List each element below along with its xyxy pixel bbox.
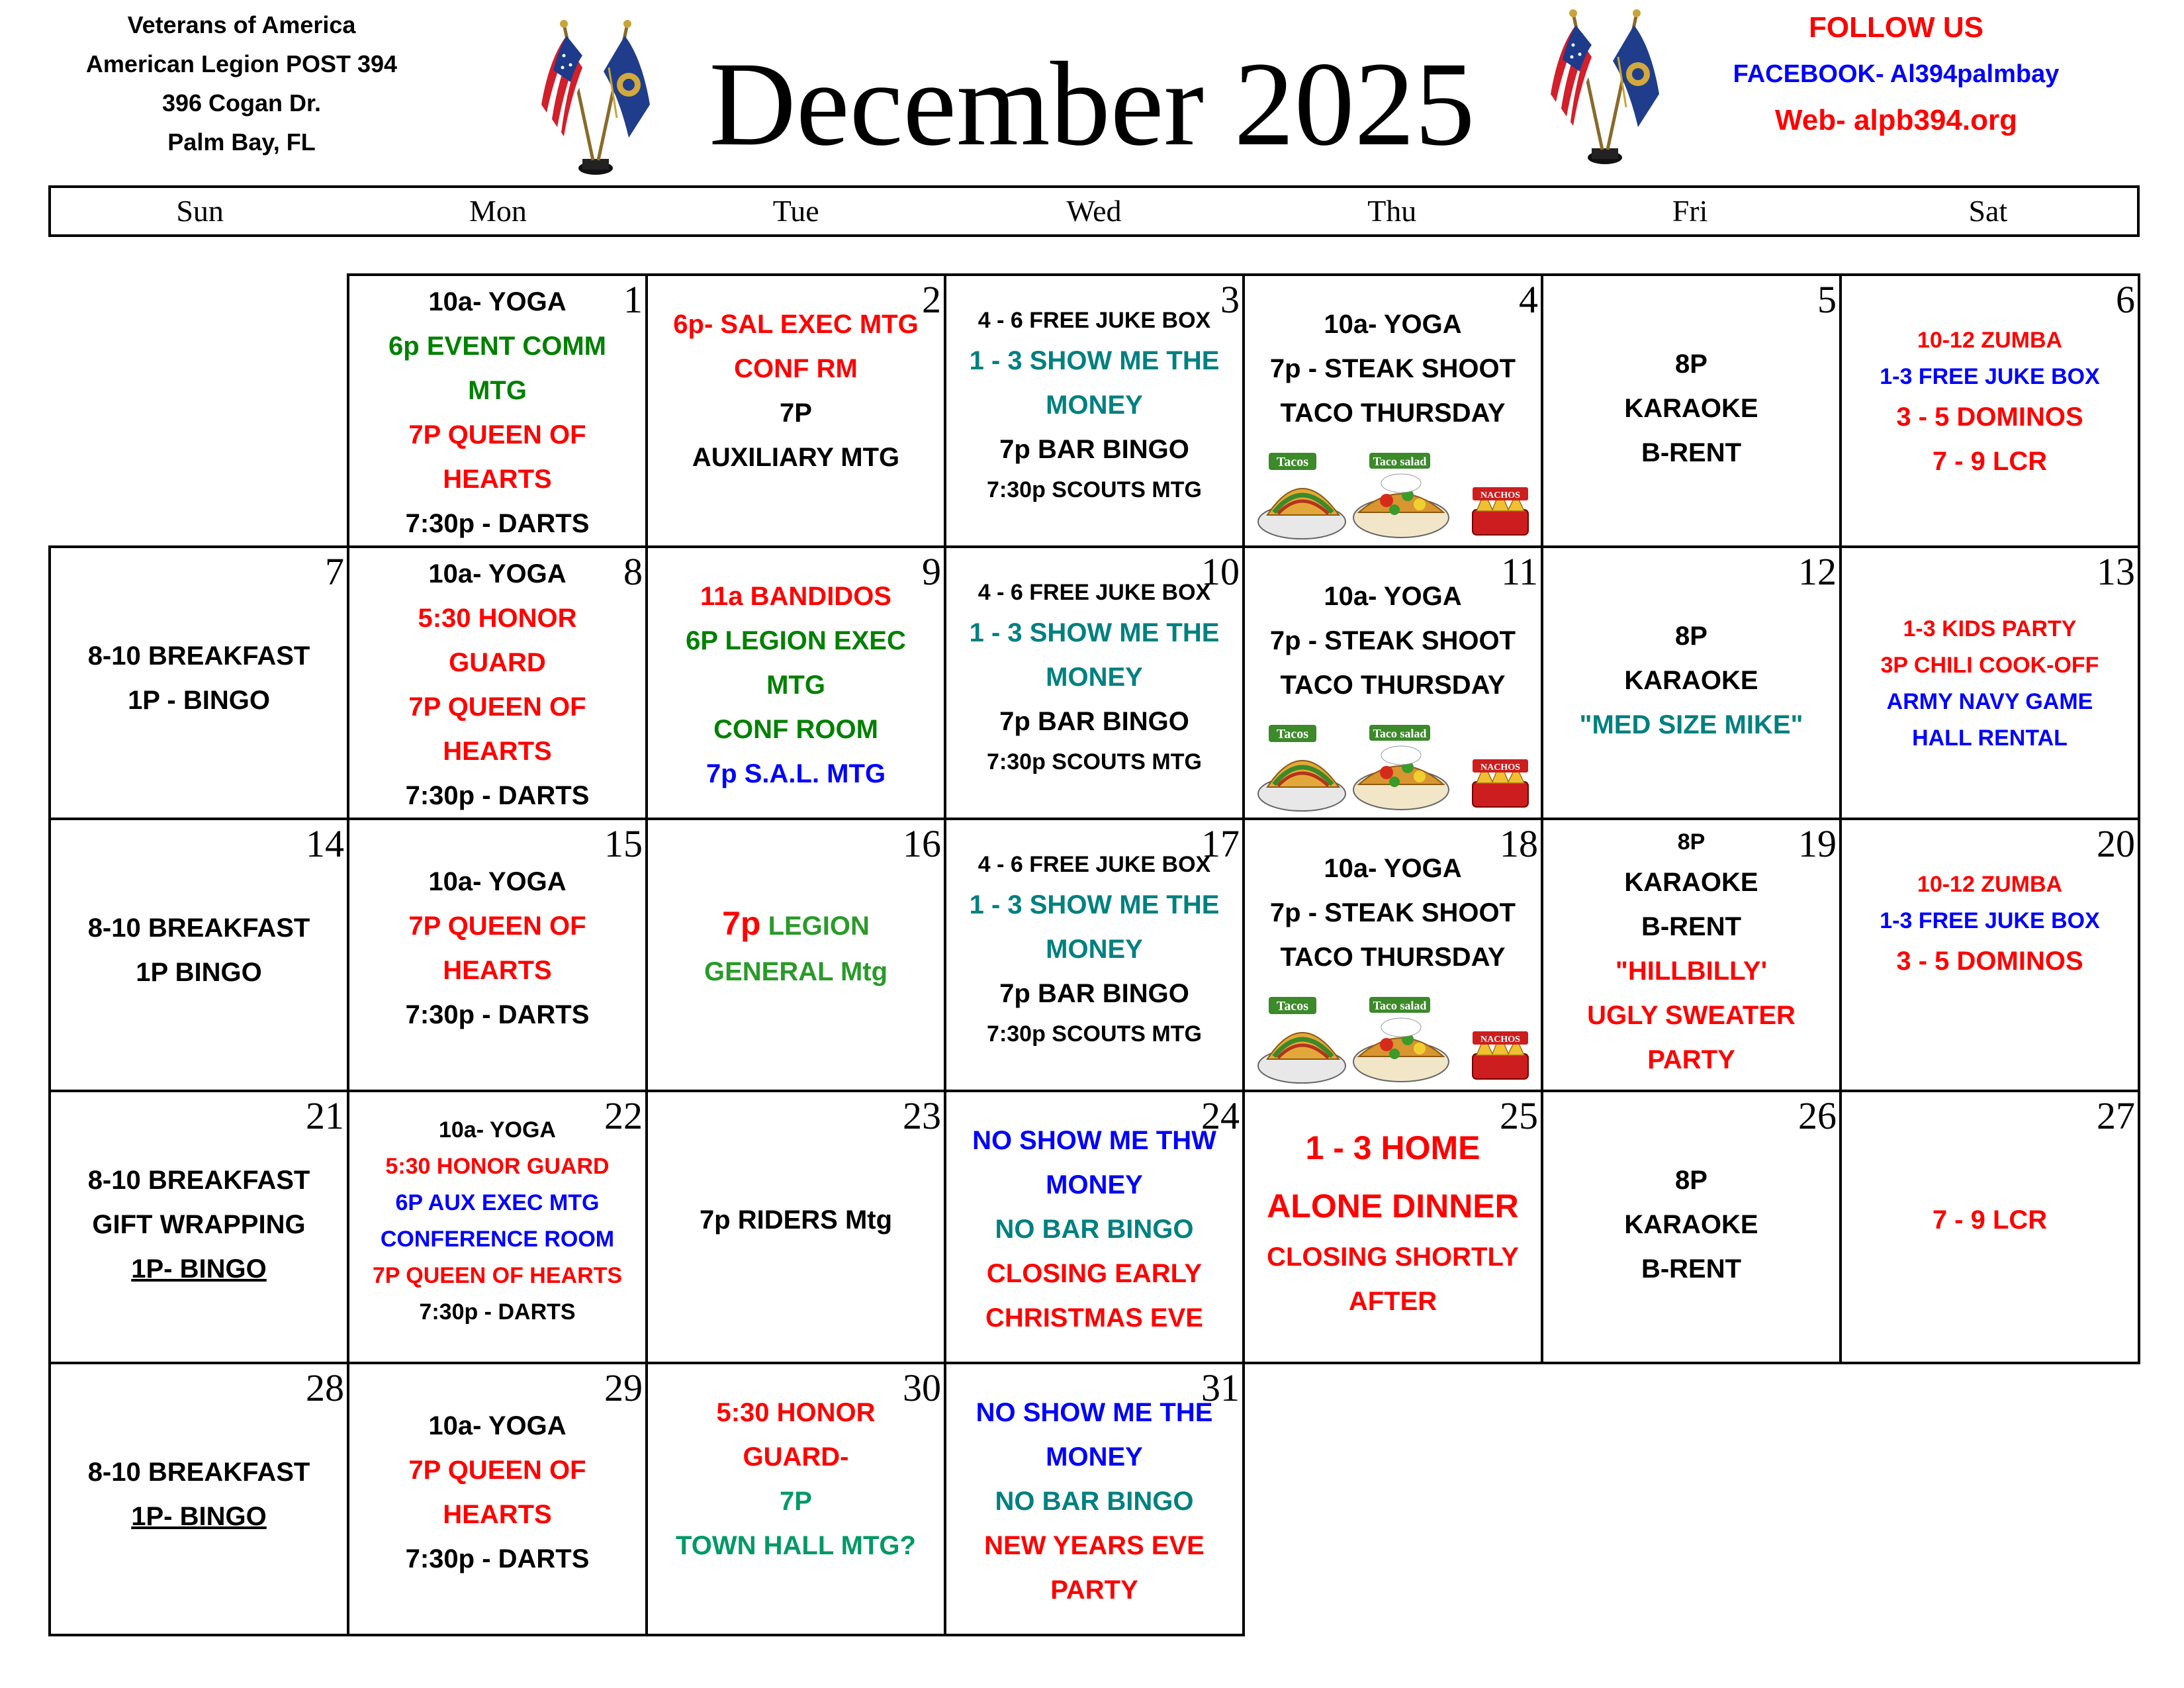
svg-text:Tacos: Tacos xyxy=(1276,999,1309,1013)
weekday-wed: Wed xyxy=(1066,194,1122,228)
weekday-sun: Sun xyxy=(176,194,224,228)
website-link[interactable]: Web- alpb394.org xyxy=(1775,104,2017,136)
org-line: 396 Cogan Dr. xyxy=(161,89,322,117)
event-line: 6P LEGION EXEC xyxy=(686,626,906,655)
day-number: 24 xyxy=(1201,1094,1240,1137)
event-line: 10a- YOGA xyxy=(428,559,567,588)
svg-text:Taco salad: Taco salad xyxy=(1373,999,1427,1012)
event-list xyxy=(349,280,645,546)
event-line: 3 - 5 DOMINOS xyxy=(1896,947,2083,976)
event-line: 10a- YOGA xyxy=(428,1411,567,1440)
event-line: PARTY xyxy=(1647,1045,1735,1074)
day-cell-24 xyxy=(944,1090,1245,1364)
weekday-tue: Tue xyxy=(772,194,819,228)
event-title: LEGION xyxy=(760,912,870,941)
event-line: 10a- YOGA xyxy=(1324,854,1462,883)
day-cell-7 xyxy=(48,545,349,820)
event-line: 7p - STEAK SHOOT xyxy=(1269,354,1516,383)
day-cell-22 xyxy=(347,1090,648,1364)
event-line: MTG xyxy=(766,671,825,700)
event-line: 6p- SAL EXEC MTG xyxy=(673,310,919,339)
event-line: 5:30 HONOR xyxy=(716,1398,876,1427)
day-number: 3 xyxy=(1220,278,1240,321)
event-line: 8P xyxy=(1677,829,1706,855)
event-line: 3P CHILI COOK-OFF xyxy=(1880,653,2099,678)
day-cell-1 xyxy=(347,273,648,548)
event-line: GIFT WRAPPING xyxy=(92,1210,306,1239)
event-line: B-RENT xyxy=(1641,1254,1742,1284)
day-cell-2 xyxy=(645,273,946,548)
event-line: HEARTS xyxy=(443,465,552,494)
event-list xyxy=(1543,1158,1839,1291)
event-line: 1 - 3 HOME xyxy=(1305,1129,1480,1166)
flags-right-icon xyxy=(1539,8,1671,167)
event-list xyxy=(349,860,645,1037)
weekday-mon: Mon xyxy=(469,194,527,228)
day-cell-10 xyxy=(944,545,1245,820)
event-line: 10a- YOGA xyxy=(438,1117,556,1143)
event-list xyxy=(648,303,944,480)
event-line: GUARD xyxy=(449,648,546,677)
event-line: 11a BANDIDOS xyxy=(700,582,891,611)
day-number: 22 xyxy=(604,1094,643,1137)
day-number: 23 xyxy=(903,1094,941,1137)
follow-us-block xyxy=(1681,4,2111,144)
event-line: 8P xyxy=(1675,622,1707,651)
event-line: 7P xyxy=(780,399,812,428)
day-number: 20 xyxy=(2097,822,2135,865)
event-line: 1P BINGO xyxy=(136,958,262,987)
event-line: 1 - 3 SHOW ME THE xyxy=(969,346,1220,375)
day-cell-14 xyxy=(48,818,349,1092)
event-line: CHRISTMAS EVE xyxy=(985,1303,1203,1333)
event-line: 7p - STEAK SHOOT xyxy=(1269,626,1516,655)
day-number: 10 xyxy=(1201,550,1240,593)
event-list xyxy=(1842,867,2138,984)
follow-us-title: FOLLOW US xyxy=(1809,11,1983,44)
event-line: 8-10 BREAKFAST xyxy=(87,641,310,671)
event-line: 8P xyxy=(1675,1166,1707,1195)
event-list xyxy=(946,575,1242,780)
day-cell-21 xyxy=(48,1090,349,1364)
event-line: 7p RIDERS Mtg xyxy=(699,1205,893,1235)
event-line: MONEY xyxy=(1046,663,1143,692)
event-time: 7p xyxy=(722,905,761,942)
day-cell-8 xyxy=(347,545,648,820)
svg-text:NACHOS: NACHOS xyxy=(1480,1035,1520,1045)
day-number: 5 xyxy=(1817,278,1837,321)
taco-food-icon xyxy=(1254,449,1535,541)
event-line: KARAOKE xyxy=(1624,666,1758,695)
day-number: 14 xyxy=(306,822,344,865)
event-line: TACO THURSDAY xyxy=(1280,943,1506,972)
event-line: 7:30p - DARTS xyxy=(405,781,590,810)
event-line: MONEY xyxy=(1046,391,1143,420)
event-line: 10-12 ZUMBA xyxy=(1917,328,2063,353)
event-line: TOWN HALL MTG? xyxy=(676,1531,916,1560)
event-list xyxy=(648,1391,944,1568)
event-line: 1 - 3 SHOW ME THE xyxy=(969,618,1220,647)
day-number: 27 xyxy=(2097,1094,2135,1137)
day-cell-13 xyxy=(1839,545,2140,820)
event-line: 7:30p - DARTS xyxy=(405,509,590,538)
event-list xyxy=(1245,847,1541,980)
event-line: 1-3 FREE JUKE BOX xyxy=(1880,364,2100,389)
event-line: CONF RM xyxy=(734,354,858,383)
day-cell-26 xyxy=(1541,1090,1842,1364)
day-number: 26 xyxy=(1798,1094,1837,1137)
event-list xyxy=(51,634,347,723)
event-line: 7 - 9 LCR xyxy=(1932,1205,2048,1235)
flags-left-icon xyxy=(529,19,662,177)
day-cell-28 xyxy=(48,1362,349,1636)
event-line: 7p S.A.L. MTG xyxy=(705,759,886,788)
event-line: AFTER xyxy=(1348,1287,1437,1316)
event-line: 5:30 HONOR GUARD xyxy=(385,1154,610,1179)
event-line: 4 - 6 FREE JUKE BOX xyxy=(978,852,1211,877)
day-number: 25 xyxy=(1500,1094,1538,1137)
day-cell-5 xyxy=(1541,273,1842,548)
svg-text:NACHOS: NACHOS xyxy=(1480,491,1520,500)
event-line: 7P QUEEN OF xyxy=(408,420,586,449)
day-number: 9 xyxy=(922,550,941,593)
event-list xyxy=(946,847,1242,1053)
event-line: HEARTS xyxy=(443,1500,552,1529)
day-number: 17 xyxy=(1201,822,1240,865)
svg-text:Tacos: Tacos xyxy=(1276,455,1309,469)
event-list xyxy=(1245,575,1541,708)
taco-food-icon xyxy=(1254,993,1535,1086)
event-line: MONEY xyxy=(1046,935,1143,964)
day-number: 11 xyxy=(1501,550,1538,593)
event-line: 7:30p - DARTS xyxy=(405,1000,590,1029)
day-number: 30 xyxy=(903,1366,941,1409)
event-line: CLOSING SHORTLY xyxy=(1267,1243,1519,1272)
event-line: 7P QUEEN OF xyxy=(408,692,586,722)
day-cell-27 xyxy=(1839,1090,2140,1364)
event-line: 7P QUEEN OF xyxy=(408,912,586,941)
event-list xyxy=(648,900,944,994)
empty-cell xyxy=(1541,1362,1842,1636)
event-line: 1P- BINGO xyxy=(131,1502,267,1531)
event-list xyxy=(1245,1119,1541,1324)
event-line: HEARTS xyxy=(443,956,552,985)
day-cell-20 xyxy=(1839,818,2140,1092)
day-cell-30 xyxy=(645,1362,946,1636)
event-line: CONF ROOM xyxy=(713,715,878,744)
weekday-fri: Fri xyxy=(1672,194,1708,228)
empty-cell xyxy=(48,273,349,548)
event-line: 6p EVENT COMM xyxy=(388,332,606,361)
day-number: 4 xyxy=(1519,278,1538,321)
event-line: ALONE DINNER xyxy=(1267,1188,1519,1225)
event-line: 10a- YOGA xyxy=(1324,310,1462,339)
event-line: 7:30p SCOUTS MTG xyxy=(987,749,1202,774)
event-line: 8-10 BREAKFAST xyxy=(87,914,310,943)
svg-text:NACHOS: NACHOS xyxy=(1480,763,1520,773)
taco-food-icon xyxy=(1254,721,1535,814)
event-line: TACO THURSDAY xyxy=(1280,399,1506,428)
event-line: 4 - 6 FREE JUKE BOX xyxy=(978,308,1211,333)
event-line: ARMY NAVY GAME xyxy=(1886,689,2093,714)
org-line: Veterans of America xyxy=(127,11,356,38)
event-list xyxy=(349,1112,645,1331)
event-list xyxy=(51,1158,347,1291)
day-cell-6 xyxy=(1839,273,2140,548)
day-cell-19 xyxy=(1541,818,1842,1092)
event-list xyxy=(946,1391,1242,1613)
event-line: 7:30p - DARTS xyxy=(419,1299,576,1325)
facebook-link[interactable]: FACEBOOK- Al394palmbay xyxy=(1733,60,2060,88)
day-number: 28 xyxy=(306,1366,344,1409)
empty-cell xyxy=(1242,1362,1543,1636)
event-line: KARAOKE xyxy=(1624,1210,1758,1239)
event-line: 7:30p SCOUTS MTG xyxy=(987,477,1202,502)
event-line: TACO THURSDAY xyxy=(1280,671,1506,700)
event-line: 7 - 9 LCR xyxy=(1932,447,2048,476)
event-line: HEARTS xyxy=(443,737,552,766)
event-list xyxy=(648,1198,944,1243)
day-cell-11 xyxy=(1242,545,1543,820)
event-line: NEW YEARS EVE xyxy=(984,1531,1205,1560)
event-line xyxy=(648,900,944,950)
day-cell-25 xyxy=(1242,1090,1543,1364)
event-line: B-RENT xyxy=(1641,438,1742,467)
event-line: 10a- YOGA xyxy=(428,287,567,316)
event-line: HALL RENTAL xyxy=(1912,726,2068,751)
event-line: B-RENT xyxy=(1641,912,1742,941)
event-line: 10a- YOGA xyxy=(1324,582,1462,611)
event-list xyxy=(1543,342,1839,475)
event-line: CONFERENCE ROOM xyxy=(380,1227,615,1252)
day-number: 31 xyxy=(1201,1366,1240,1409)
weekday-sat: Sat xyxy=(1968,194,2008,228)
event-line: 7P QUEEN OF HEARTS xyxy=(372,1263,623,1288)
event-line: 7p BAR BINGO xyxy=(999,435,1189,464)
page-title: December 2025 xyxy=(709,38,1475,171)
event-line: 7p BAR BINGO xyxy=(999,979,1189,1008)
event-list xyxy=(946,1119,1242,1340)
event-line: NO SHOW ME THE xyxy=(976,1398,1213,1427)
day-cell-9 xyxy=(645,545,946,820)
event-line: "HILLBILLY' xyxy=(1615,957,1768,986)
event-line: MTG xyxy=(468,376,527,405)
event-line: 1P - BINGO xyxy=(128,686,270,715)
event-line: 8P xyxy=(1675,350,1707,379)
day-number: 13 xyxy=(2097,550,2135,593)
event-line: "MED SIZE MIKE" xyxy=(1579,710,1803,739)
event-line: KARAOKE xyxy=(1624,868,1758,897)
svg-text:Taco salad: Taco salad xyxy=(1373,455,1427,468)
day-number: 15 xyxy=(604,822,643,865)
event-line: 10-12 ZUMBA xyxy=(1917,872,2063,897)
org-address xyxy=(46,5,437,162)
day-number: 8 xyxy=(623,550,643,593)
day-number: 21 xyxy=(306,1094,344,1137)
day-cell-4 xyxy=(1242,273,1543,548)
event-line: 7p - STEAK SHOOT xyxy=(1269,898,1516,927)
day-number: 1 xyxy=(623,278,643,321)
event-line: NO BAR BINGO xyxy=(995,1487,1194,1516)
day-number: 6 xyxy=(2116,278,2135,321)
day-number: 18 xyxy=(1500,822,1538,865)
event-line: MONEY xyxy=(1046,1442,1143,1472)
event-line: GENERAL Mtg xyxy=(704,957,888,986)
day-number: 12 xyxy=(1798,550,1837,593)
day-number: 2 xyxy=(922,278,941,321)
event-line: 8-10 BREAKFAST xyxy=(87,1166,310,1195)
weekday-header xyxy=(48,185,2140,237)
event-list xyxy=(1842,611,2138,757)
day-cell-12 xyxy=(1541,545,1842,820)
svg-text:Tacos: Tacos xyxy=(1276,727,1309,741)
event-list xyxy=(1842,322,2138,484)
event-line: 8-10 BREAKFAST xyxy=(87,1458,310,1487)
event-line: NO BAR BINGO xyxy=(995,1215,1194,1244)
event-line: UGLY SWEATER xyxy=(1587,1001,1796,1030)
event-list xyxy=(1245,303,1541,436)
day-cell-23 xyxy=(645,1090,946,1364)
day-number: 19 xyxy=(1798,822,1837,865)
event-line: 1-3 KIDS PARTY xyxy=(1903,616,2077,641)
event-line: 1-3 FREE JUKE BOX xyxy=(1880,908,2100,933)
day-cell-17 xyxy=(944,818,1245,1092)
event-line: 7:30p SCOUTS MTG xyxy=(987,1021,1202,1047)
event-line: GUARD- xyxy=(743,1442,849,1472)
event-line: 7P QUEEN OF xyxy=(408,1456,586,1485)
day-cell-3 xyxy=(944,273,1245,548)
org-line: American Legion POST 394 xyxy=(85,50,398,77)
event-line: 1P- BINGO xyxy=(131,1254,267,1284)
svg-text:Taco salad: Taco salad xyxy=(1373,727,1427,740)
day-cell-15 xyxy=(347,818,648,1092)
event-line: 6P AUX EXEC MTG xyxy=(395,1190,600,1215)
event-line: 10a- YOGA xyxy=(428,867,567,896)
event-list xyxy=(1842,1198,2138,1243)
event-line: AUXILIARY MTG xyxy=(692,443,900,472)
weekday-thu: Thu xyxy=(1367,194,1417,228)
event-list xyxy=(51,1450,347,1539)
event-line: KARAOKE xyxy=(1624,394,1758,423)
event-line: PARTY xyxy=(1050,1575,1138,1605)
event-line: 3 - 5 DOMINOS xyxy=(1896,402,2083,432)
event-line: MONEY xyxy=(1046,1170,1143,1199)
event-list xyxy=(1543,824,1839,1082)
org-line: Palm Bay, FL xyxy=(167,128,316,156)
event-line: CLOSING EARLY xyxy=(986,1259,1203,1288)
day-cell-18 xyxy=(1242,818,1543,1092)
event-list xyxy=(1543,614,1839,747)
event-line: 1 - 3 SHOW ME THE xyxy=(969,890,1220,919)
event-list xyxy=(946,303,1242,508)
day-number: 16 xyxy=(903,822,941,865)
event-line: 4 - 6 FREE JUKE BOX xyxy=(978,580,1211,605)
event-list xyxy=(349,1404,645,1581)
event-list xyxy=(51,906,347,995)
day-cell-16 xyxy=(645,818,946,1092)
event-line: 7p BAR BINGO xyxy=(999,707,1189,736)
event-line: 5:30 HONOR xyxy=(418,604,577,633)
event-line: NO SHOW ME THW xyxy=(972,1126,1216,1155)
event-line: 7P xyxy=(780,1487,812,1516)
day-cell-31 xyxy=(944,1362,1245,1636)
empty-cell xyxy=(1839,1362,2140,1636)
event-list xyxy=(349,552,645,818)
day-cell-29 xyxy=(347,1362,648,1636)
day-number: 7 xyxy=(325,550,344,593)
event-line: 7:30p - DARTS xyxy=(405,1544,590,1573)
day-number: 29 xyxy=(604,1366,643,1409)
event-list xyxy=(648,575,944,796)
